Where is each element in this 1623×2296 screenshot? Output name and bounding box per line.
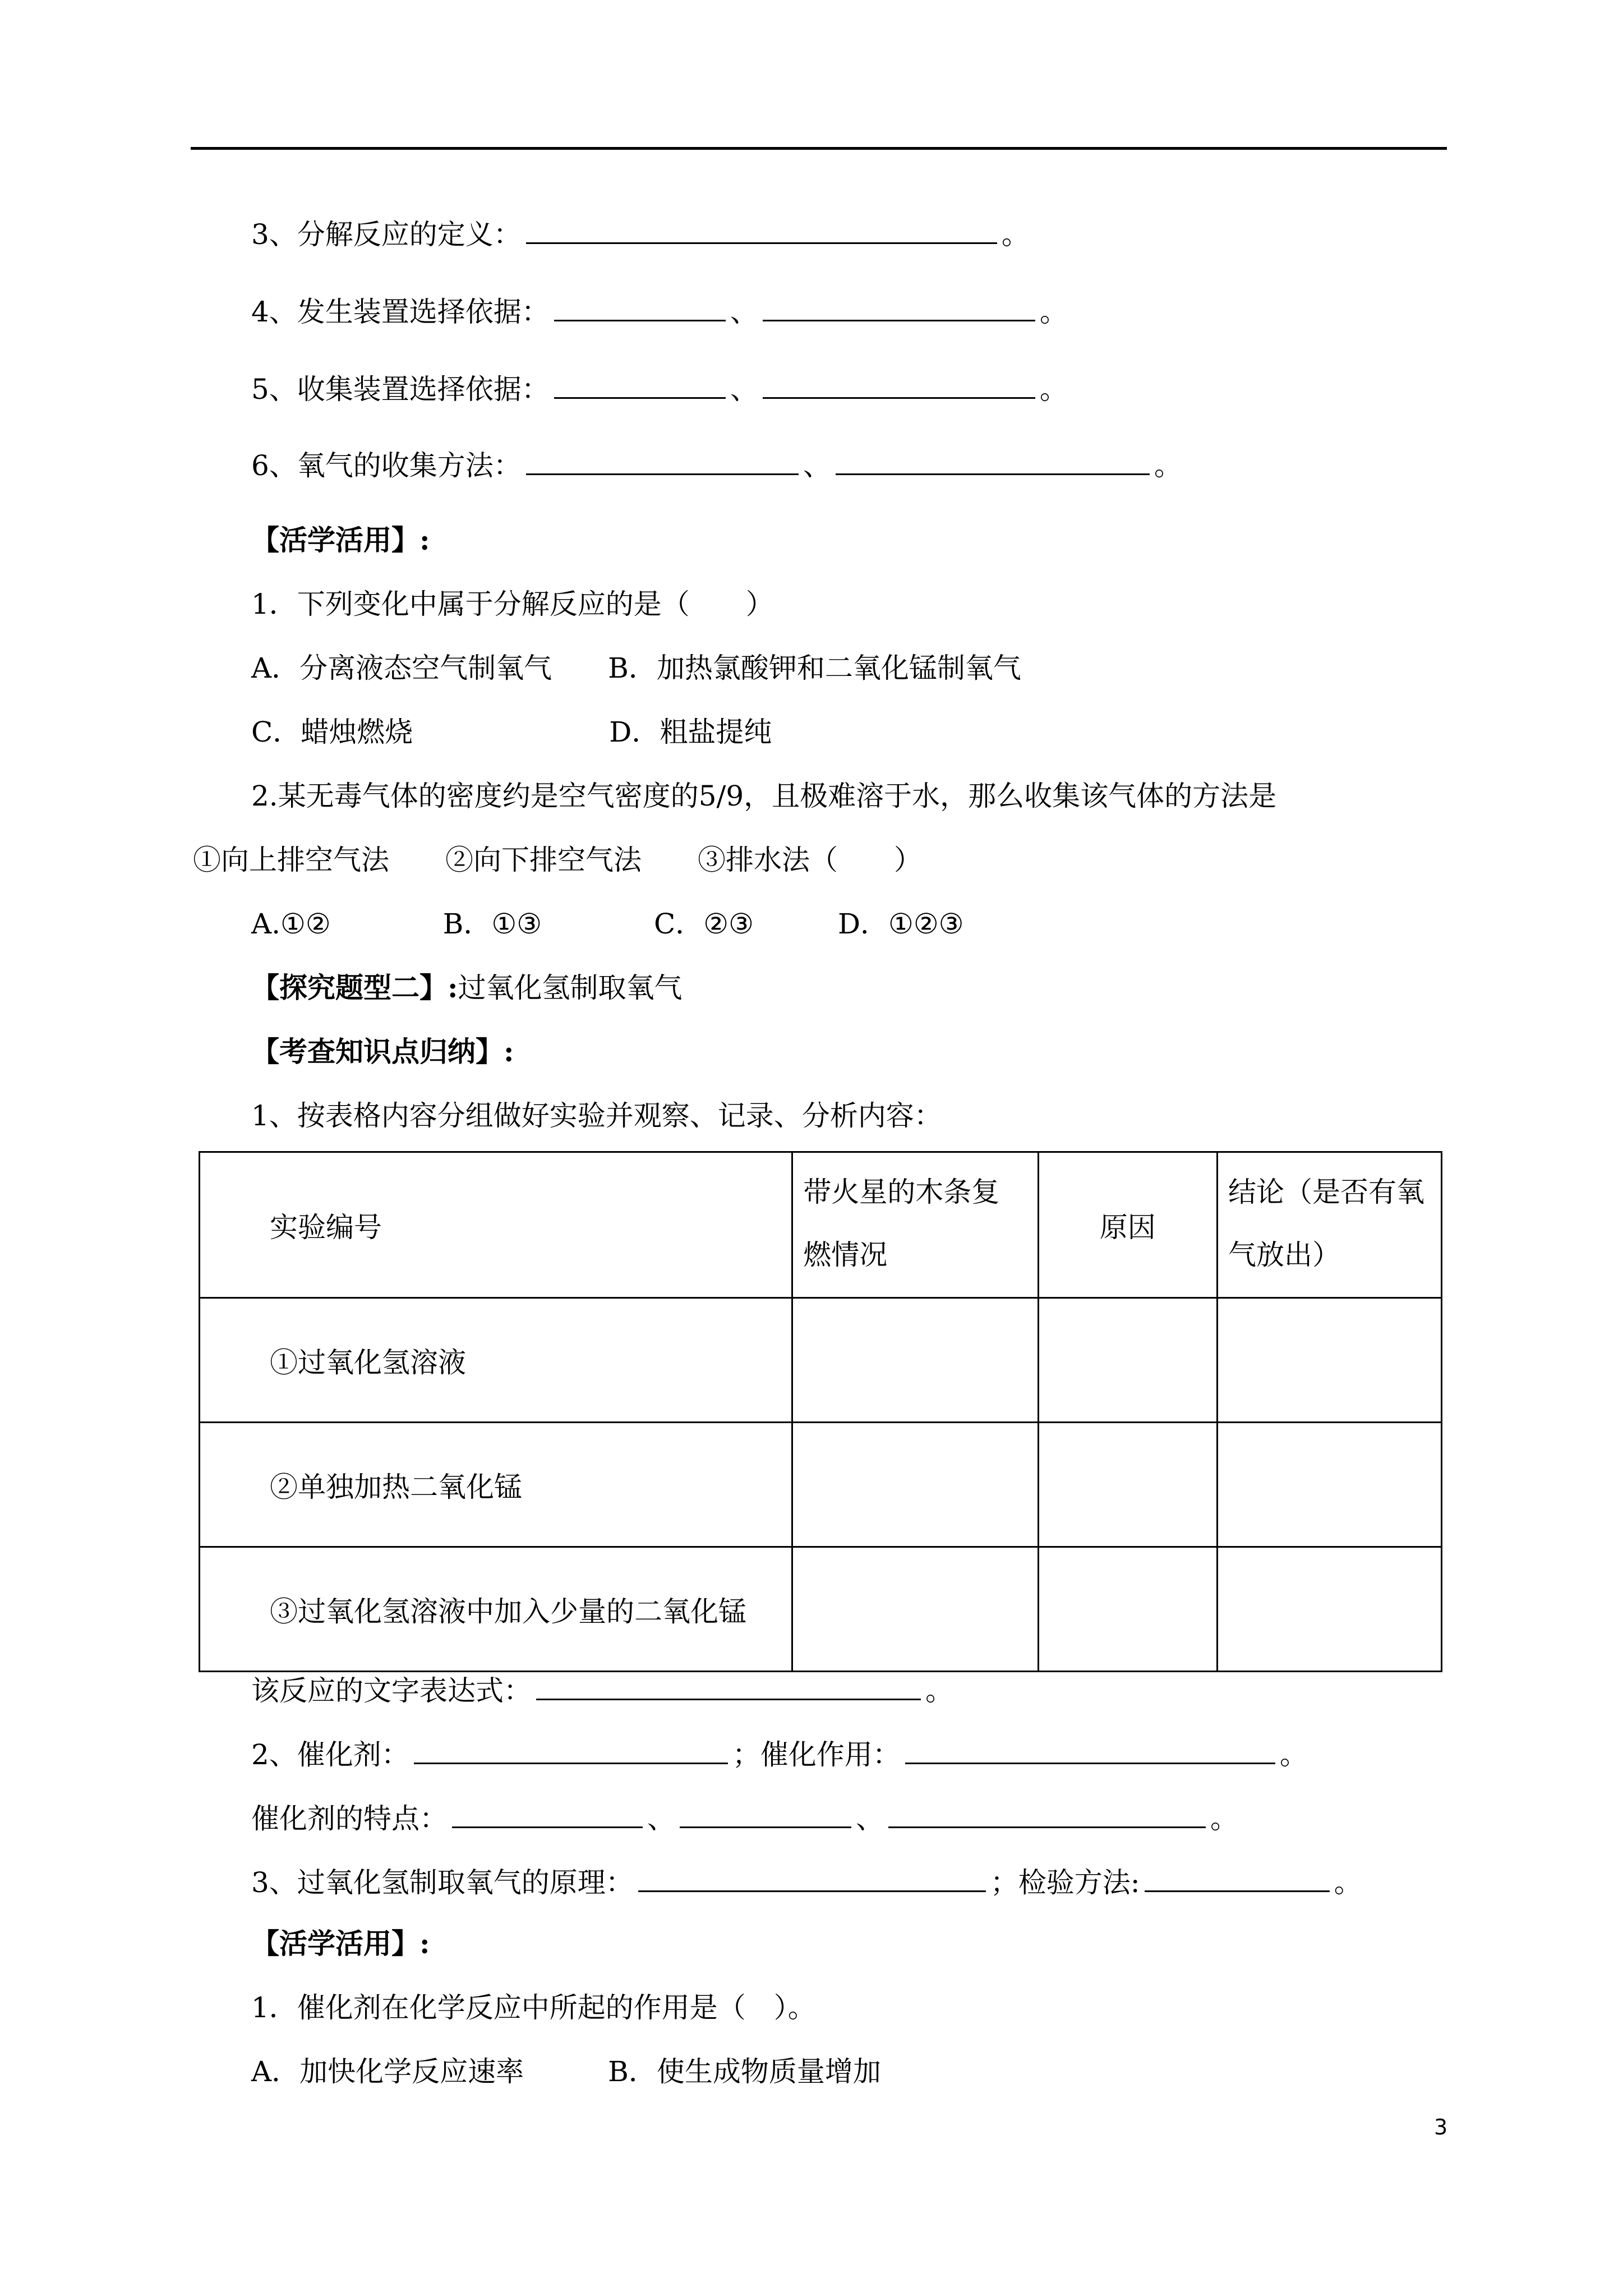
row-label: ③过氧化氢溶液中加入少量的二氧化锰 (200, 1547, 792, 1672)
blank-field[interactable] (836, 444, 1150, 475)
row-label: ②单独加热二氧化锰 (200, 1423, 792, 1547)
answer-cell[interactable] (1038, 1547, 1217, 1672)
blank-field[interactable] (536, 1669, 921, 1700)
section-title-practice-2: 【活学活用】: (251, 1927, 430, 1960)
blank-field[interactable] (554, 368, 726, 399)
answer-cell[interactable] (792, 1298, 1038, 1423)
blank-field[interactable] (452, 1797, 643, 1828)
table-row (200, 1547, 1442, 1672)
blank-field[interactable] (680, 1797, 851, 1828)
section-title-practice: 【活学活用】: (251, 523, 430, 556)
answer-cell[interactable] (1038, 1423, 1217, 1547)
blank-field[interactable] (414, 1733, 728, 1764)
item-5: 5、收集装置选择依据： 、 。 (251, 368, 1068, 408)
answer-cell[interactable] (1217, 1298, 1441, 1423)
blank-field[interactable] (763, 291, 1035, 321)
question-2: 2.某无毒气体的密度约是空气密度的5/9，且极难溶于水，那么收集该气体的方法是 (251, 780, 1277, 812)
blank-field[interactable] (526, 213, 997, 244)
answer-cell[interactable] (1038, 1298, 1217, 1423)
answer-cell[interactable] (1217, 1423, 1441, 1547)
question-1-options-cd: C．蜡烛燃烧 D．粗盐提纯 (251, 716, 772, 748)
answer-cell[interactable] (792, 1423, 1038, 1547)
knowledge-summary-title: 【考查知识点归纳】: (251, 1035, 514, 1068)
question-catalyst: 1．催化剂在化学反应中所起的作用是（ ）。 (251, 1991, 816, 2024)
catalyst-line: 2、催化剂： ；催化作用： 。 (251, 1733, 1308, 1773)
table-row (200, 1423, 1442, 1547)
question-catalyst-options: A．加快化学反应速率 B．使生成物质量增加 (251, 2055, 881, 2088)
table-intro: 1、按表格内容分组做好实验并观察、记录、分析内容： (251, 1099, 942, 1132)
principle-line: 3、过氧化氢制取氧气的原理： ；检验方法: 。 (251, 1861, 1362, 1901)
table-row (200, 1298, 1442, 1423)
row-label: ①过氧化氢溶液 (200, 1298, 792, 1423)
item-6: 6、氧气的收集方法： 、 。 (251, 444, 1182, 484)
blank-field[interactable] (763, 368, 1035, 399)
question-1: 1．下列变化中属于分解反应的是（ ） (251, 588, 774, 620)
blank-field[interactable] (905, 1733, 1275, 1764)
blank-field[interactable] (554, 291, 726, 321)
word-equation-line: 该反应的文字表达式： 。 (251, 1669, 953, 1709)
header-splint-reignite: 带火星的木条复燃情况 (792, 1152, 1038, 1298)
blank-field[interactable] (526, 444, 799, 475)
experiment-table (199, 1151, 1442, 1672)
item-3: 3、分解反应的定义： 。 (251, 213, 1030, 253)
table-header-row (200, 1152, 1442, 1298)
header-conclusion: 结论（是否有氧气放出） (1217, 1152, 1441, 1298)
blank-field[interactable] (1145, 1861, 1330, 1892)
header-rule (191, 147, 1447, 150)
question-1-options-ab: A．分离液态空气制氧气 B．加热氯酸钾和二氧化锰制氧气 (251, 652, 1021, 684)
question-2-continued: ①向上排空气法 ②向下排空气法 ③排水法（ ） (193, 844, 922, 876)
answer-cell[interactable] (792, 1547, 1038, 1672)
blank-field[interactable] (888, 1797, 1206, 1828)
section-title-inquiry: 【探究题型二】:过氧化氢制取氧气 (251, 971, 683, 1004)
page-number: 3 (1434, 2115, 1448, 2139)
blank-field[interactable] (638, 1861, 986, 1892)
answer-cell[interactable] (1217, 1547, 1441, 1672)
catalyst-features-line: 催化剂的特点： 、 、 。 (251, 1797, 1238, 1837)
question-2-options: A.①② B．①③ C．②③ D．①②③ (251, 908, 964, 940)
header-reason: 原因 (1038, 1152, 1217, 1298)
item-4: 4、发生装置选择依据： 、 。 (251, 291, 1068, 330)
header-experiment-no: 实验编号 (200, 1152, 792, 1298)
